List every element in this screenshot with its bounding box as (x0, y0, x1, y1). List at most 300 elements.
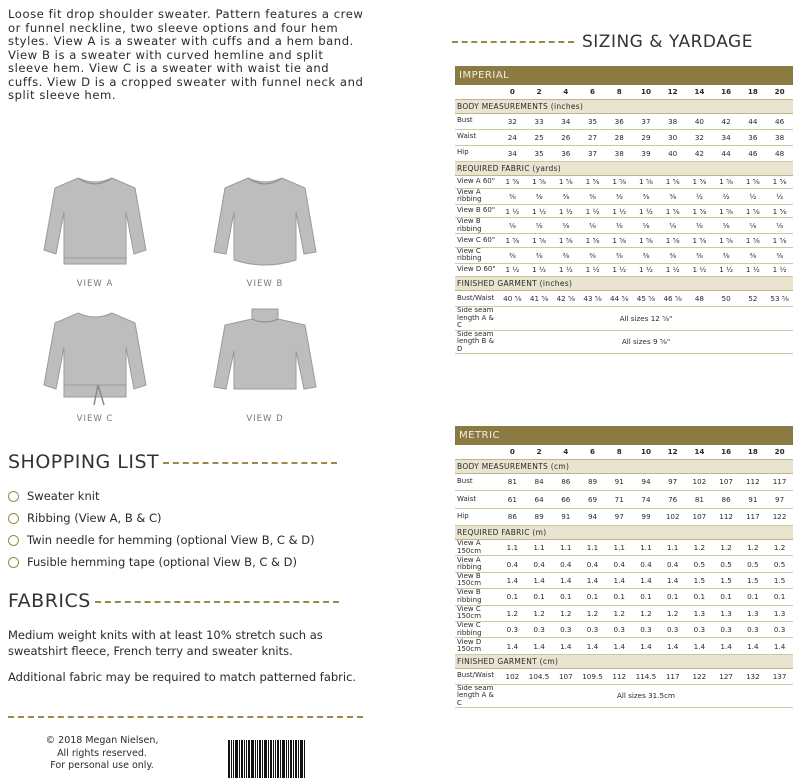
table-cell: 1 ⅝ (579, 175, 606, 188)
table-cell: 1 ½ (606, 204, 633, 217)
table-cell: 36 (606, 113, 633, 129)
list-item (8, 529, 315, 551)
table-cell: 1 ½ (633, 204, 660, 217)
table-cell: 132 (739, 668, 766, 684)
row-label: View A 60" (455, 175, 499, 188)
table-cell: 40 (659, 145, 686, 161)
table-cell: 46 (739, 145, 766, 161)
table-cell: 137 (766, 668, 793, 684)
table-cell: 27 (579, 129, 606, 145)
table-cell: 94 (633, 473, 660, 491)
row-label: Side seam length B & D (455, 330, 499, 354)
table-cell: 0.3 (713, 621, 740, 637)
circle-bullet-icon (8, 557, 19, 568)
table-cell: 1.1 (526, 540, 553, 556)
table-cell: ⅜ (659, 188, 686, 204)
barcode-bar (251, 740, 254, 778)
table-row (455, 247, 793, 263)
barcode-bar (290, 740, 292, 778)
table-cell: 1 ⅝ (713, 234, 740, 247)
table-cell: 1 ½ (579, 204, 606, 217)
barcode-bar (273, 740, 274, 778)
table-cell: 112 (713, 508, 740, 526)
table-cell: ⅜ (526, 247, 553, 263)
table-cell: ⅛ (526, 218, 553, 234)
table-cell: 1 ⅝ (552, 234, 579, 247)
size-header-cell: 0 (499, 445, 526, 459)
table-cell: 34 (713, 129, 740, 145)
table-cell: 0.1 (606, 589, 633, 605)
table-cell: 1.4 (499, 638, 526, 654)
size-header-cell: 14 (686, 85, 713, 99)
section-header: REQUIRED FABRIC (yards) (455, 161, 793, 175)
table-cell: 117 (739, 508, 766, 526)
table-cell: 38 (659, 113, 686, 129)
table-cell: 1 ½ (686, 263, 713, 276)
row-label: View B 150cm (455, 572, 499, 588)
table-cell: 37 (633, 113, 660, 129)
table-cell: 1 ⅝ (499, 175, 526, 188)
size-header-cell: 16 (713, 85, 740, 99)
row-label: Hip (455, 145, 499, 161)
table-row (455, 113, 793, 129)
table-cell: 1.2 (606, 605, 633, 621)
barcode-bar (282, 740, 285, 778)
table-cell: 0.3 (526, 621, 553, 637)
table-cell: 69 (579, 491, 606, 509)
table-cell: 0.5 (739, 556, 766, 572)
table-cell: 0.3 (766, 621, 793, 637)
row-label: Side seam length A & C (455, 307, 499, 331)
barcode-bar (246, 740, 247, 778)
table-cell: 81 (499, 473, 526, 491)
table-cell: 71 (606, 491, 633, 509)
row-label: Side seam length A & C (455, 684, 499, 708)
table-cell: 1.2 (713, 540, 740, 556)
table-cell: 40 ⅝ (499, 291, 526, 307)
barcode-bar (275, 740, 276, 778)
table-cell: All sizes 12 ⅝" (499, 307, 793, 331)
table-cell: 0.3 (499, 621, 526, 637)
table-cell: ½ (713, 188, 740, 204)
view-b (200, 172, 330, 302)
size-header-cell: 20 (766, 85, 793, 99)
row-label: View B ribbing (455, 589, 499, 605)
shopping-list (8, 485, 315, 573)
size-header-row (455, 85, 793, 99)
table-cell: 0.4 (499, 556, 526, 572)
table-cell (455, 445, 499, 459)
table-cell: ⅛ (579, 218, 606, 234)
table-cell: 0.1 (552, 589, 579, 605)
section-header-row (455, 277, 793, 291)
table-band-title: IMPERIAL (455, 66, 793, 85)
sweater-view-a-illustration (40, 172, 150, 277)
barcode-bar (244, 740, 245, 778)
barcode-bar (286, 740, 287, 778)
table-cell: 42 (713, 113, 740, 129)
row-label: View B ribbing (455, 218, 499, 234)
barcode-bar (298, 740, 299, 778)
table-cell: 1.4 (499, 572, 526, 588)
table-cell: ⅜ (499, 247, 526, 263)
list-item-label: Sweater knit (27, 489, 100, 503)
size-header-cell: 10 (633, 445, 660, 459)
barcode-bar (268, 740, 269, 778)
row-label: View D 60" (455, 263, 499, 276)
table-cell: 1.4 (526, 572, 553, 588)
table-cell: 0.3 (606, 621, 633, 637)
table-row (455, 234, 793, 247)
table-cell: 94 (579, 508, 606, 526)
size-header-cell: 12 (659, 85, 686, 99)
table-cell: 1 ⅝ (606, 175, 633, 188)
table-cell: 1.1 (499, 540, 526, 556)
fabrics-title: FABRICS (8, 590, 91, 612)
table-cell: 64 (526, 491, 553, 509)
table-cell: 1 ½ (606, 263, 633, 276)
table-cell: 102 (686, 473, 713, 491)
table-cell (455, 85, 499, 99)
list-item-label: Ribbing (View A, B & C) (27, 511, 162, 525)
table-cell: 1.2 (766, 540, 793, 556)
dashed-divider (163, 462, 337, 464)
table-cell: 107 (552, 668, 579, 684)
table-row (455, 473, 793, 491)
table-cell: 91 (552, 508, 579, 526)
view-c-label: VIEW C (76, 414, 114, 424)
view-c (30, 307, 160, 437)
table-cell: 97 (766, 491, 793, 509)
table-cell: ⅜ (552, 188, 579, 204)
table-cell: 122 (686, 668, 713, 684)
table-cell: 34 (499, 145, 526, 161)
barcode-bar (264, 740, 267, 778)
size-header-cell: 10 (633, 85, 660, 99)
row-label: View A ribbing (455, 188, 499, 204)
table-cell: 1 ⅝ (739, 175, 766, 188)
table-cell: 1.4 (633, 638, 660, 654)
table-cell: 48 (766, 145, 793, 161)
row-label: Bust/Waist (455, 291, 499, 307)
table-cell: 0.1 (526, 589, 553, 605)
sweater-view-b-illustration (210, 172, 320, 277)
table-cell: 112 (739, 473, 766, 491)
size-header-cell: 16 (713, 445, 740, 459)
table-cell: 1 ⅝ (739, 234, 766, 247)
table-cell: 1 ½ (552, 204, 579, 217)
barcode (228, 740, 316, 778)
table-cell: ⅜ (499, 188, 526, 204)
table-cell: 35 (526, 145, 553, 161)
table-cell: 29 (633, 129, 660, 145)
row-label: View C 60" (455, 234, 499, 247)
table-cell: 1 ⅝ (633, 175, 660, 188)
table-cell: 1.3 (766, 605, 793, 621)
table-cell: 0.1 (686, 589, 713, 605)
barcode-bar (257, 740, 258, 778)
table-row (455, 605, 793, 621)
table-cell: 99 (633, 508, 660, 526)
table-cell: 112 (606, 668, 633, 684)
section-header-row (455, 161, 793, 175)
table-cell: 44 (713, 145, 740, 161)
size-header-cell: 2 (526, 85, 553, 99)
dashed-divider (95, 601, 339, 603)
section-header-row (455, 99, 793, 113)
table-cell: 1 ⅝ (526, 234, 553, 247)
table-cell: ⅜ (713, 247, 740, 263)
table-cell: 0.4 (552, 556, 579, 572)
table-cell: 102 (659, 508, 686, 526)
list-item-label: Twin needle for hemming (optional View B, C & D) (27, 533, 315, 547)
table-cell: 1 ⅝ (686, 204, 713, 217)
section-header: BODY MEASUREMENTS (inches) (455, 99, 793, 113)
barcode-bar (235, 740, 238, 778)
dashed-divider (452, 41, 574, 43)
sizing-title: SIZING & YARDAGE (582, 32, 753, 52)
table-cell: 0.5 (766, 556, 793, 572)
section-header-row (455, 654, 793, 668)
table-cell: ⅜ (552, 247, 579, 263)
table-cell: 0.1 (766, 589, 793, 605)
table-cell: 1.2 (579, 605, 606, 621)
table-cell: 1 ⅝ (739, 204, 766, 217)
table-cell: 28 (606, 129, 633, 145)
table-row (455, 175, 793, 188)
table-cell: 76 (659, 491, 686, 509)
table-cell: 1 ⅝ (579, 234, 606, 247)
row-label: Bust (455, 113, 499, 129)
table-cell: 1.4 (739, 638, 766, 654)
table-cell: 0.1 (579, 589, 606, 605)
table-cell: 1 ½ (526, 204, 553, 217)
row-label: View A ribbing (455, 556, 499, 572)
row-label: View C ribbing (455, 621, 499, 637)
section-header: REQUIRED FABRIC (m) (455, 526, 793, 540)
row-label: Bust (455, 473, 499, 491)
fabrics-paragraph-1: Medium weight knits with at least 10% stretch such as sweatshirt fleece, French terry and sweater knits. (8, 628, 323, 658)
table-cell: 1.2 (659, 605, 686, 621)
table-cell: 1 ½ (659, 263, 686, 276)
table-cell: 1 ⅝ (713, 175, 740, 188)
table-cell: 1.5 (686, 572, 713, 588)
table-cell: 0.1 (739, 589, 766, 605)
table-cell: 91 (606, 473, 633, 491)
table-cell: 1.5 (766, 572, 793, 588)
table-cell: 1.2 (686, 540, 713, 556)
table-cell: 127 (713, 668, 740, 684)
view-d (200, 307, 330, 437)
table-cell: 1.4 (686, 638, 713, 654)
table-row (455, 129, 793, 145)
table-cell: 0.4 (526, 556, 553, 572)
list-item-label: Fusible hemming tape (optional View B, C & D) (27, 555, 298, 569)
table-cell: 1.5 (739, 572, 766, 588)
barcode-bar (239, 740, 240, 778)
table-row (455, 291, 793, 307)
table-cell: 48 (686, 291, 713, 307)
table-cell: 1 ⅝ (659, 234, 686, 247)
table-row (455, 491, 793, 509)
table-cell: 1.4 (659, 572, 686, 588)
table-cell: 0.3 (659, 621, 686, 637)
table-cell: 33 (526, 113, 553, 129)
table-cell: ⅜ (686, 247, 713, 263)
row-label: Waist (455, 129, 499, 145)
table-cell: 52 (739, 291, 766, 307)
table-cell: 1.2 (526, 605, 553, 621)
table-cell: 43 ⅝ (579, 291, 606, 307)
table-cell: 1 ½ (552, 263, 579, 276)
table-row (455, 589, 793, 605)
table-row (455, 145, 793, 161)
row-label: Waist (455, 491, 499, 509)
table-row (455, 684, 793, 708)
table-row (455, 540, 793, 556)
table-cell: 46 (766, 113, 793, 129)
section-header-row (455, 526, 793, 540)
table-cell: 1.3 (713, 605, 740, 621)
table-cell: 97 (606, 508, 633, 526)
size-header-cell: 6 (579, 85, 606, 99)
views-illustrations (30, 172, 350, 432)
table-cell: 1.2 (499, 605, 526, 621)
table-cell: 39 (633, 145, 660, 161)
table-cell: 1 ⅝ (686, 234, 713, 247)
table-cell: 109.5 (579, 668, 606, 684)
barcode-bar (262, 740, 263, 778)
copyright-block (22, 735, 182, 773)
table-cell: 104.5 (526, 668, 553, 684)
table-cell: 36 (739, 129, 766, 145)
size-header-row (455, 445, 793, 459)
barcode-bar (255, 740, 256, 778)
table-cell: 1 ⅝ (766, 204, 793, 217)
table-cell: ⅜ (606, 247, 633, 263)
size-header-cell: 8 (606, 85, 633, 99)
sweater-view-c-illustration (40, 307, 150, 412)
table-row (455, 556, 793, 572)
table-cell: 61 (499, 491, 526, 509)
circle-bullet-icon (8, 535, 19, 546)
table-cell: 44 ⅝ (606, 291, 633, 307)
row-label: View A 150cm (455, 540, 499, 556)
table-cell: 1.5 (713, 572, 740, 588)
table-cell: ⅜ (633, 188, 660, 204)
table-cell: 86 (713, 491, 740, 509)
table-cell: 1 ⅝ (526, 175, 553, 188)
table-cell: ⅜ (526, 188, 553, 204)
table-row (455, 621, 793, 637)
table-cell: 1 ½ (766, 263, 793, 276)
table-cell: 1 ½ (633, 263, 660, 276)
table-cell: ½ (766, 188, 793, 204)
row-label: View C ribbing (455, 247, 499, 263)
table-cell: 42 ⅝ (552, 291, 579, 307)
row-label: View B 60" (455, 204, 499, 217)
table-row (455, 204, 793, 217)
table-cell: 1.4 (766, 638, 793, 654)
table-cell: 0.3 (552, 621, 579, 637)
table-cell: ⅜ (579, 247, 606, 263)
table-cell: 86 (552, 473, 579, 491)
table-cell: 32 (686, 129, 713, 145)
barcode-bar (231, 740, 232, 778)
view-a (30, 172, 160, 302)
view-a-label: VIEW A (76, 279, 114, 289)
table-cell: 1.4 (659, 638, 686, 654)
table-cell: 117 (659, 668, 686, 684)
table-cell: 1.4 (633, 572, 660, 588)
table-cell: 1 ½ (526, 263, 553, 276)
size-header-cell: 18 (739, 85, 766, 99)
table-cell: 0.3 (579, 621, 606, 637)
table-cell: 97 (659, 473, 686, 491)
table-cell: 30 (659, 129, 686, 145)
table-cell: 42 (686, 145, 713, 161)
table-cell: ⅛ (552, 218, 579, 234)
table-cell: ⅜ (606, 188, 633, 204)
table-cell: ⅛ (499, 218, 526, 234)
barcode-bar (233, 740, 234, 778)
table-cell: 1 ½ (579, 263, 606, 276)
table-cell: 1 ⅝ (659, 204, 686, 217)
copyright-line: For personal use only. (50, 760, 154, 771)
table-cell: 34 (552, 113, 579, 129)
table-cell: 32 (499, 113, 526, 129)
table-cell: 1.4 (579, 638, 606, 654)
metric-table (455, 426, 793, 708)
table-cell: 1.1 (633, 540, 660, 556)
table-cell: 1.4 (606, 638, 633, 654)
table-cell: 1.4 (526, 638, 553, 654)
table-cell: 89 (579, 473, 606, 491)
table-cell: ½ (686, 188, 713, 204)
table-cell: 1 ⅝ (552, 175, 579, 188)
table-cell: 44 (739, 113, 766, 129)
table-cell: 84 (526, 473, 553, 491)
left-column (8, 8, 368, 103)
size-header-cell: 20 (766, 445, 793, 459)
barcode-bar (293, 740, 294, 778)
table-cell: 107 (686, 508, 713, 526)
table-cell: 66 (552, 491, 579, 509)
table-cell: ⅜ (766, 247, 793, 263)
circle-bullet-icon (8, 513, 19, 524)
view-d-label: VIEW D (246, 414, 284, 424)
imperial-table (455, 66, 793, 354)
table-cell: 1.1 (659, 540, 686, 556)
table-cell: ⅜ (659, 247, 686, 263)
row-label: View C 150cm (455, 605, 499, 621)
table-row (455, 508, 793, 526)
pattern-description: Loose fit drop shoulder sweater. Pattern features a crew or funnel neckline, two sleeve options and four hem styles. View A is a sweater with cuffs and a hem band. View B is a sweater with curved hemline and split sleeve hem. View C is a sweater with waist tie and cuffs. View D is a cropped sweater with funnel neck and split sleeve hem. (8, 7, 364, 102)
table-cell: ⅛ (686, 218, 713, 234)
size-header-cell: 6 (579, 445, 606, 459)
table-cell: 1.4 (606, 572, 633, 588)
table-cell: 53 ⅝ (766, 291, 793, 307)
barcode-bar (277, 740, 279, 778)
table-cell: 37 (579, 145, 606, 161)
table-cell: 1 ⅝ (606, 234, 633, 247)
table-cell: ⅜ (579, 188, 606, 204)
table-cell: 0.4 (606, 556, 633, 572)
table-cell: 1 ⅝ (686, 175, 713, 188)
table-cell: 1 ½ (499, 204, 526, 217)
table-cell: 86 (499, 508, 526, 526)
table-cell: ⅜ (633, 247, 660, 263)
